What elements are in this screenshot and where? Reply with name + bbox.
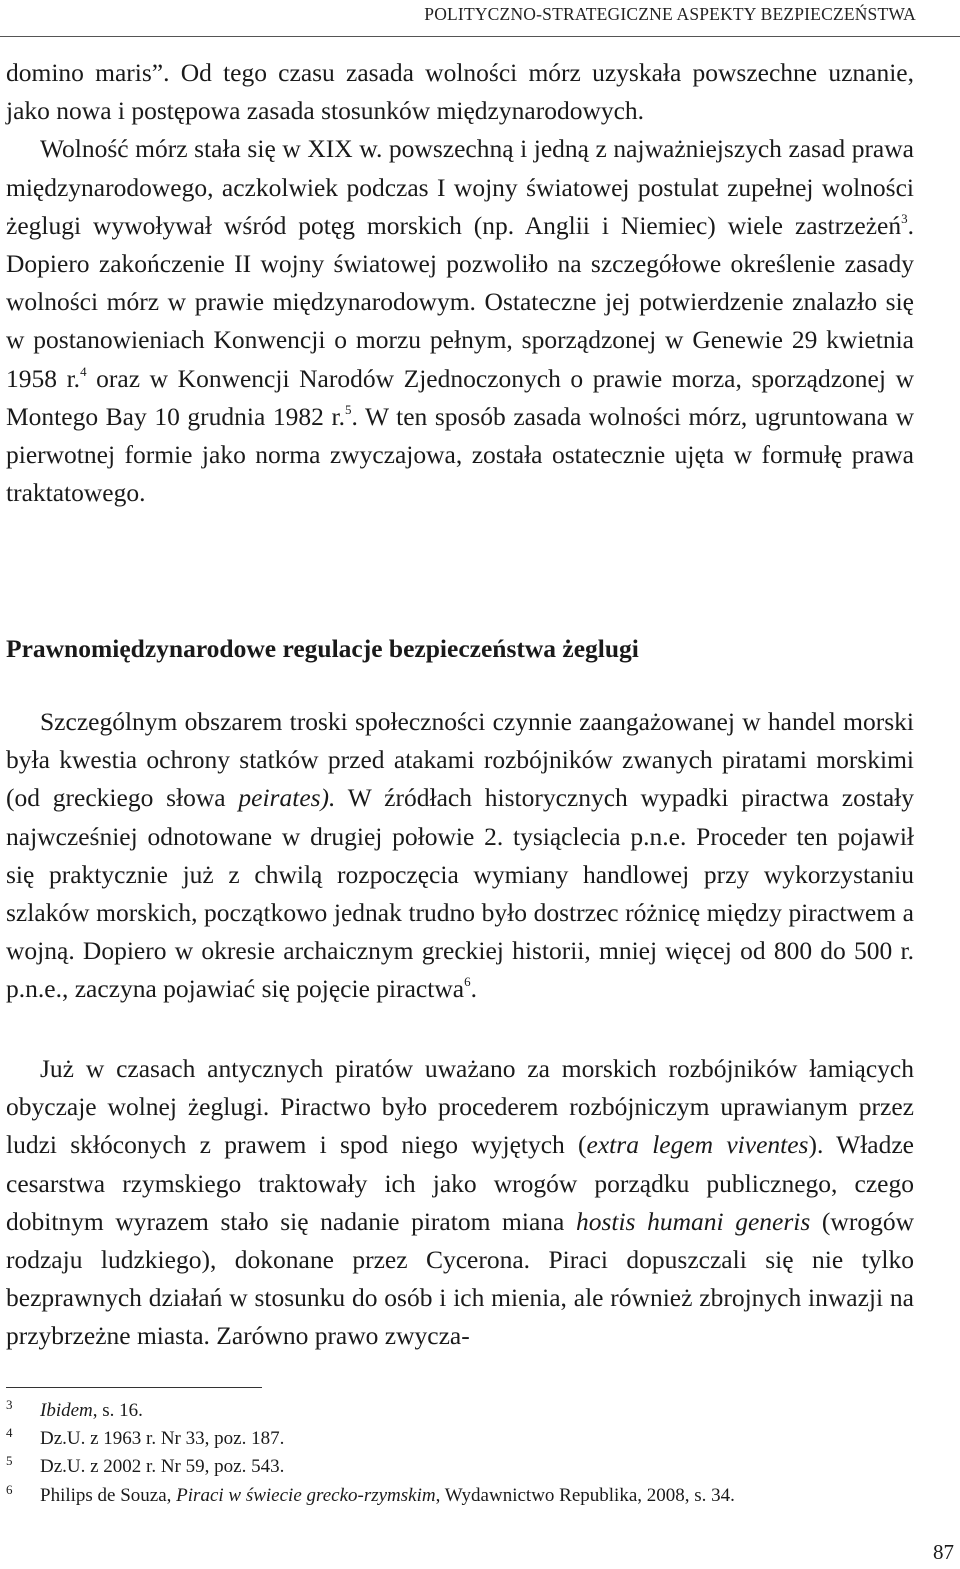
section-heading: Prawnomiędzynarodowe regulacje bezpieczeństwa żeglugi (6, 634, 639, 663)
footnote-text: Dz.U. z 1963 r. Nr 33, poz. 187. (40, 1428, 285, 1449)
footnote-text: , s. 16. (92, 1400, 143, 1421)
paragraph-3-italic-2: hostis humani generis (575, 1206, 811, 1236)
paragraph-1-text-4: oraz w Konwencji Narodów Zjednoczonych o prawie morza, sporządzonej w Montego Bay 10 grudnia 1982 r. (6, 363, 914, 431)
paragraph-1-text-3: . Dopiero zakończenie II wojny światowej pozwoliło na szczegółowe określenie zasady wolności mórz w prawie międzynarodowym. Ostateczne jej potwierdzenie znalazło się w postanowieniach Konwencji o morzu pełnym, sporządzonej w Genewie 29 kwietnia 1958 r. (6, 210, 914, 393)
paragraph-3-text-2: ). Władze cesarstwa rzymskiego traktowały ich jako wrogów porządku publicznego, czego dobitnym wyrazem stało się nadanie piratom miana (6, 1130, 914, 1236)
running-header: POLITYCZNO-STRATEGICZNE ASPEKTY BEZPIECZEŃSTWA (424, 4, 916, 24)
paragraph-2 (6, 703, 914, 1009)
footnote-6: 6 Philips de Souza, Piraci w świecie grecko-rzymskim, Wydawnictwo Republika, 2008, s. 34. (6, 1482, 735, 1506)
footnote-ref-3[interactable]: 3 (901, 210, 908, 226)
footnote-ref-6[interactable]: 6 (464, 974, 471, 990)
paragraph-1-text-2: Wolność mórz stała się w XIX w. powszechną i jedną z najważniejszych zasad prawa międzynarodowego, aczkolwiek podczas I wojny światowej postulat zupełnej wolności żeglugi wywoływał wśród potęg morskich (np. Anglii i Niemiec) wiele zastrzeżeń (6, 134, 914, 240)
paragraph-1 (6, 54, 914, 512)
footnote-3: 3 Ibidem, s. 16. (6, 1397, 143, 1421)
paragraph-1-text-1: domino maris”. Od tego czasu zasada wolności mórz uzyskała powszechne uznanie, jako nowa i postępowa zasada stosunków międzynarodowych. (6, 58, 914, 126)
footnote-text: , Wydawnictwo Republika, 2008, s. 34. (435, 1485, 735, 1506)
footnote-text-before: Philips de Souza, (40, 1485, 177, 1506)
footnote-rule (6, 1387, 262, 1388)
footnote-italic: Ibidem (40, 1400, 93, 1421)
paragraph-2-text-1: Szczególnym obszarem troski społeczności czynnie zaangażowanej w handel morski była kwestia ochrony statków przed atakami rozbójników zwanych piratami morskimi (od greckiego słowa (6, 707, 914, 813)
paragraph-3-italic-1: extra legem viventes (586, 1130, 809, 1160)
page-number: 87 (933, 1540, 954, 1564)
footnote-italic: Piraci w świecie grecko-rzymskim (176, 1485, 436, 1506)
paragraph-2-italic-term: peirates). (238, 783, 336, 813)
paragraph-1-text-5: . W ten sposób zasada wolności mórz, ugruntowana w pierwotnej formie jako norma zwyczajowa, została ostatecznie ujęta w formułę prawa traktatowego. (6, 401, 915, 508)
paragraph-3 (6, 1050, 914, 1356)
footnote-5: 5 Dz.U. z 2002 r. Nr 59, poz. 543. (6, 1453, 285, 1477)
header-rule (0, 36, 960, 37)
footnote-ref-5[interactable]: 5 (344, 401, 352, 417)
footnote-ref-4[interactable]: 4 (80, 363, 87, 379)
paragraph-2-text-3: . (470, 974, 477, 1004)
paragraph-2-text-2: W źródłach historycznych wypadki piractwa zostały najwcześniej odnotowane w drugiej połowie 2. tysiąclecia p.n.e. Proceder ten pojawił się praktycznie już z chwilą rozpoczęcia wymiany handlowej przy wykorzystaniu szlaków morskich, początkowo jednak trudno było dostrzec różnicę między piractwem a wojną. Dopiero w okresie archaicznym greckiej historii, mniej więcej od 800 do 500 r. p.n.e., zaczyna pojawiać się pojęcie piractwa (6, 783, 915, 1004)
footnote-4: 4 Dz.U. z 1963 r. Nr 33, poz. 187. (6, 1425, 285, 1449)
footnote-text: Dz.U. z 2002 r. Nr 59, poz. 543. (40, 1456, 285, 1477)
paragraph-3-text-1: Już w czasach antycznych piratów uważano za morskich rozbójników łamiących obyczaje wolnej żeglugi. Piractwo było procederem rozbójniczym uprawianym przez ludzi skłóconych z prawem i spod niego wyjętych ( (6, 1054, 914, 1160)
paragraph-3-text-3: (wrogów rodzaju ludzkiego), dokonane przez Cycerona. Piraci dopuszczali się nie tylko bezprawnych działań w stosunku do osób i ich mienia, ale również zbrojnych inwazji na przybrzeżne miasta. Zarówno prawo zwycza- (6, 1206, 914, 1351)
